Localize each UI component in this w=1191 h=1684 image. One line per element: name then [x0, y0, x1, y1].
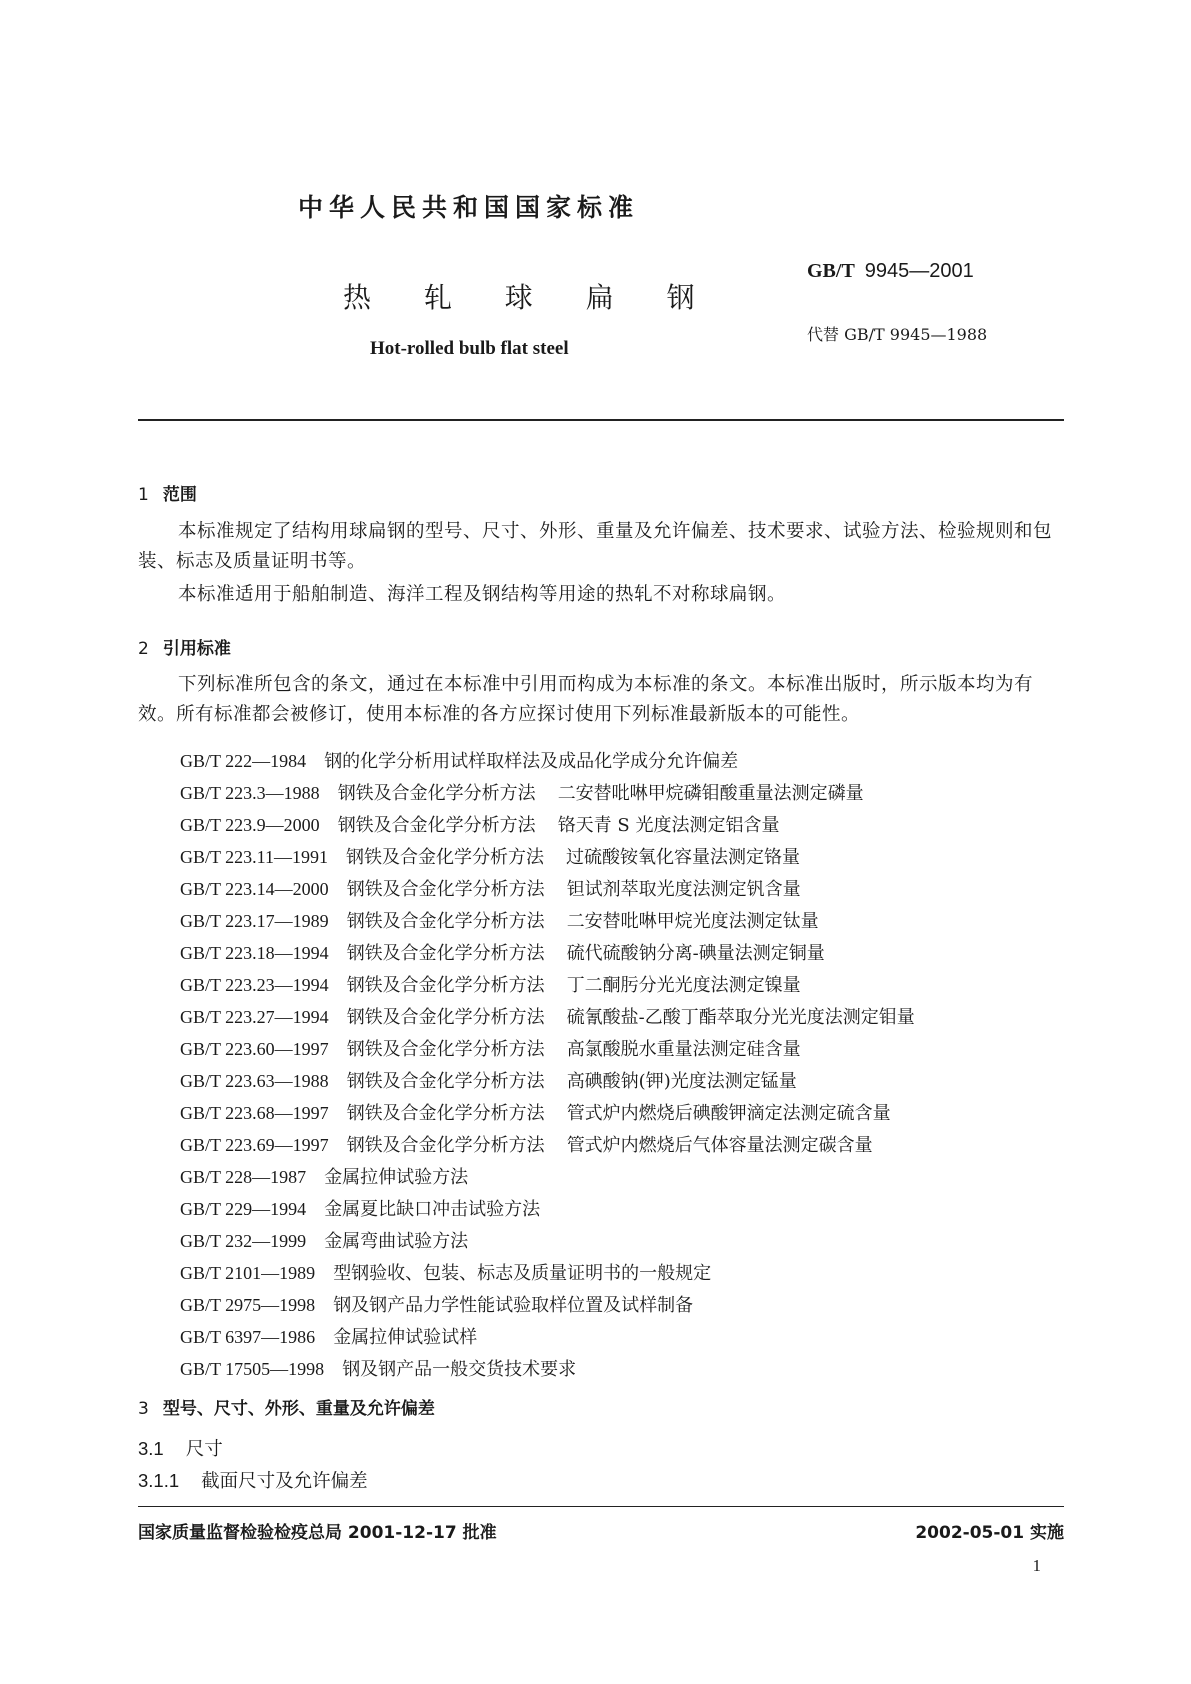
section-2-heading — [138, 634, 231, 659]
approval-line: 国家质量监督检验检疫总局 2001-12-17 批准 — [138, 1523, 497, 1543]
reference-item — [180, 1003, 915, 1029]
page-number: 1 — [1032, 1556, 1041, 1575]
reference-item — [180, 1291, 693, 1317]
reference-description: 金属夏比缺口冲击试验方法 — [324, 1199, 541, 1220]
document-title-cn: 热 轧 球 扁 钢 — [343, 281, 717, 314]
reference-description: 二安替吡啉甲烷光度法测定钛量 — [566, 911, 819, 932]
reference-code: GB/T 223.27—1994 — [180, 1007, 329, 1027]
reference-method: 钢铁及合金化学分析方法 — [346, 911, 545, 932]
reference-description: 铬天青 S 光度法测定铝含量 — [557, 815, 780, 836]
reference-item — [180, 843, 800, 869]
reference-method: 钢铁及合金化学分析方法 — [346, 1007, 545, 1028]
section-1-paragraph-2: 本标准适用于船舶制造、海洋工程及钢结构等用途的热轧不对称球扁钢。 — [178, 584, 787, 605]
reference-item — [180, 1355, 576, 1381]
reference-item — [180, 811, 779, 837]
reference-description: 硫代硫酸钠分离-碘量法测定铜量 — [566, 943, 825, 964]
reference-item — [180, 1131, 873, 1157]
reference-method: 钢铁及合金化学分析方法 — [346, 1071, 545, 1092]
reference-method: 钢铁及合金化学分析方法 — [346, 1103, 545, 1124]
subsection-title: 尺寸 — [185, 1439, 223, 1460]
reference-description: 金属拉伸试验试样 — [333, 1327, 478, 1348]
section-3-heading — [138, 1394, 435, 1419]
subsection-3-1-1 — [138, 1467, 368, 1493]
reference-code: GB/T 232—1999 — [180, 1231, 307, 1251]
subsection-title: 截面尺寸及允许偏差 — [201, 1471, 368, 1492]
reference-description: 钢及钢产品一般交货技术要求 — [342, 1359, 577, 1380]
reference-code: GB/T 223.68—1997 — [180, 1103, 329, 1123]
reference-code: GB/T 2101—1989 — [180, 1263, 316, 1283]
reference-description: 钽试剂萃取光度法测定钒含量 — [566, 879, 801, 900]
reference-item — [180, 1163, 468, 1189]
section-number: 3 — [138, 1399, 149, 1419]
replaces-standard: 代替 GB/T 9945—1988 — [807, 325, 988, 344]
national-standard-title: 中华人民共和国国家标准 — [298, 193, 640, 222]
reference-description: 高碘酸钠(钾)光度法测定锰量 — [566, 1071, 797, 1092]
reference-item — [180, 875, 801, 901]
reference-item — [180, 747, 738, 773]
section-title: 引用标准 — [162, 639, 231, 659]
section-title: 范围 — [162, 485, 197, 505]
reference-description: 二安替吡啉甲烷磷钼酸重量法测定磷量 — [557, 783, 864, 804]
reference-code: GB/T 222—1984 — [180, 751, 307, 771]
reference-code: GB/T 223.17—1989 — [180, 911, 329, 931]
reference-method: 钢铁及合金化学分析方法 — [346, 879, 545, 900]
reference-code: GB/T 223.11—1991 — [180, 847, 329, 867]
standard-number-value: 9945—2001 — [864, 260, 974, 282]
reference-code: GB/T 228—1987 — [180, 1167, 307, 1187]
reference-method: 钢铁及合金化学分析方法 — [337, 815, 536, 836]
reference-description: 金属拉伸试验方法 — [324, 1167, 469, 1188]
reference-method: 钢铁及合金化学分析方法 — [346, 943, 545, 964]
footer-divider — [138, 1506, 1064, 1507]
reference-description: 钢及钢产品力学性能试验取样位置及试样制备 — [333, 1295, 694, 1316]
document-title-en: Hot-rolled bulb flat steel — [370, 338, 569, 359]
reference-code: GB/T 6397—1986 — [180, 1327, 316, 1347]
section-title: 型号、尺寸、外形、重量及允许偏差 — [162, 1399, 435, 1419]
reference-code: GB/T 2975—1998 — [180, 1295, 316, 1315]
standard-prefix: GB/T — [807, 260, 855, 282]
reference-code: GB/T 17505—1998 — [180, 1359, 325, 1379]
reference-description: 管式炉内燃烧后碘酸钾滴定法测定硫含量 — [566, 1103, 891, 1124]
reference-description: 管式炉内燃烧后气体容量法测定碳含量 — [566, 1135, 873, 1156]
section-2-intro: 下列标准所包含的条文，通过在本标准中引用而构成为本标准的条文。本标准出版时，所示版本均为有效。所有标准都会被修订，使用本标准的各方应探讨使用下列标准最新版本的可能性。 — [138, 674, 1034, 725]
reference-description: 高氯酸脱水重量法测定硅含量 — [566, 1039, 801, 1060]
header-divider — [138, 419, 1064, 421]
reference-code: GB/T 223.60—1997 — [180, 1039, 329, 1059]
reference-method: 钢铁及合金化学分析方法 — [346, 975, 545, 996]
reference-method: 钢铁及合金化学分析方法 — [346, 1135, 545, 1156]
reference-description: 过硫酸铵氧化容量法测定铬量 — [566, 847, 801, 868]
standard-number — [807, 258, 974, 283]
reference-code: GB/T 223.69—1997 — [180, 1135, 329, 1155]
reference-method: 钢铁及合金化学分析方法 — [337, 783, 536, 804]
reference-item — [180, 1067, 797, 1093]
effective-date: 2002-05-01 实施 — [915, 1523, 1064, 1543]
reference-description: 丁二酮肟分光光度法测定镍量 — [566, 975, 801, 996]
subsection-3-1 — [138, 1435, 223, 1461]
reference-item — [180, 1099, 891, 1125]
section-number: 1 — [138, 485, 149, 505]
section-number: 2 — [138, 639, 149, 659]
reference-item — [180, 907, 819, 933]
reference-method: 钢铁及合金化学分析方法 — [346, 1039, 545, 1060]
subsection-number: 3.1.1 — [138, 1470, 180, 1491]
reference-code: GB/T 223.18—1994 — [180, 943, 329, 963]
reference-description: 金属弯曲试验方法 — [324, 1231, 469, 1252]
reference-item — [180, 1227, 468, 1253]
reference-method: 钢铁及合金化学分析方法 — [346, 847, 545, 868]
reference-item — [180, 939, 825, 965]
reference-description: 硫氰酸盐-乙酸丁酯萃取分光光度法测定钼量 — [566, 1007, 915, 1028]
reference-item — [180, 1195, 540, 1221]
reference-item — [180, 779, 864, 805]
section-1-heading — [138, 480, 197, 505]
reference-item — [180, 971, 801, 997]
reference-code: GB/T 223.9—2000 — [180, 815, 320, 835]
section-1-paragraph-1: 本标准规定了结构用球扁钢的型号、尺寸、外形、重量及允许偏差、技术要求、试验方法、检验规则和包装、标志及质量证明书等。 — [138, 521, 1053, 572]
reference-code: GB/T 223.63—1988 — [180, 1071, 329, 1091]
subsection-number: 3.1 — [138, 1438, 164, 1459]
reference-code: GB/T 223.14—2000 — [180, 879, 329, 899]
reference-code: GB/T 223.3—1988 — [180, 783, 320, 803]
reference-description: 型钢验收、包装、标志及质量证明书的一般规定 — [333, 1263, 712, 1284]
reference-item — [180, 1259, 711, 1285]
reference-description: 钢的化学分析用试样取样法及成品化学成分允许偏差 — [324, 751, 739, 772]
reference-item — [180, 1323, 477, 1349]
reference-code: GB/T 229—1994 — [180, 1199, 307, 1219]
reference-item — [180, 1035, 801, 1061]
reference-code: GB/T 223.23—1994 — [180, 975, 329, 995]
